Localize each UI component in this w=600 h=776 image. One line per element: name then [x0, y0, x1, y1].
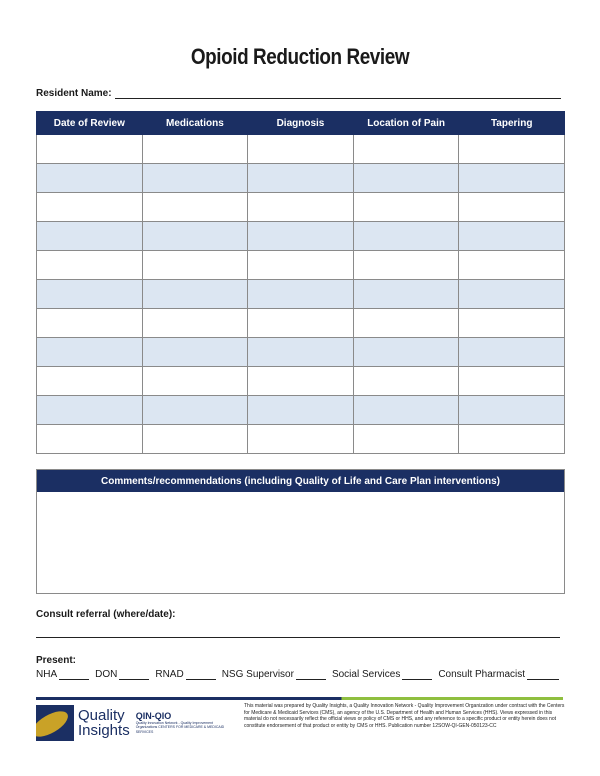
cell-tapering[interactable]: [459, 396, 565, 425]
present-nsg-supervisor-blank[interactable]: [296, 669, 326, 680]
cell-diagnosis[interactable]: [248, 135, 354, 164]
cell-tapering[interactable]: [459, 193, 565, 222]
cell-diagnosis[interactable]: [248, 309, 354, 338]
review-table-header: [37, 112, 565, 135]
cell-medications[interactable]: [142, 280, 248, 309]
col-tapering: Tapering: [459, 112, 565, 135]
cell-date-of-review[interactable]: [37, 193, 143, 222]
cell-date-of-review[interactable]: [37, 309, 143, 338]
cell-date-of-review[interactable]: [37, 280, 143, 309]
cell-tapering[interactable]: [459, 280, 565, 309]
table-row: [37, 251, 565, 280]
present-nha: [36, 669, 89, 680]
cell-tapering[interactable]: [459, 309, 565, 338]
present-don: [95, 669, 149, 680]
cell-diagnosis[interactable]: [248, 367, 354, 396]
comments-header: Comments/recommendations (including Quality of Life and Care Plan interventions): [37, 470, 564, 492]
cell-diagnosis[interactable]: [248, 280, 354, 309]
footer-divider: [36, 697, 563, 700]
cell-medications[interactable]: [142, 251, 248, 280]
cell-tapering[interactable]: [459, 164, 565, 193]
cell-date-of-review[interactable]: [37, 222, 143, 251]
cell-location-of-pain[interactable]: [353, 425, 459, 454]
review-table-body: [37, 135, 565, 454]
qio-mark: QIN-QIO: [135, 710, 172, 721]
present-nha-blank[interactable]: [59, 669, 89, 680]
cell-tapering[interactable]: [459, 425, 565, 454]
cell-tapering[interactable]: [459, 222, 565, 251]
cell-diagnosis[interactable]: [248, 193, 354, 222]
present-consult-pharmacist-label: Consult Pharmacist: [438, 669, 526, 680]
cell-medications[interactable]: [142, 338, 248, 367]
table-row: [37, 135, 565, 164]
cell-medications[interactable]: [142, 396, 248, 425]
cell-tapering[interactable]: [459, 251, 565, 280]
cell-location-of-pain[interactable]: [353, 193, 459, 222]
consult-referral-field[interactable]: [36, 637, 560, 638]
table-row: [37, 309, 565, 338]
present-consult-pharmacist-blank[interactable]: [527, 669, 559, 680]
consult-referral-label: Consult referral (where/date):: [36, 609, 176, 620]
table-row: [37, 367, 565, 396]
comments-field[interactable]: [37, 492, 564, 592]
present-nha-label: NHA: [36, 669, 58, 680]
cell-location-of-pain[interactable]: [353, 251, 459, 280]
cell-date-of-review[interactable]: [37, 164, 143, 193]
logo-line-quality: Quality: [78, 707, 125, 724]
qio-subtext: Quality Innovation Network - Quality Improvement Organizations CENTERS FOR MEDICARE & MEDICAID SERVICES: [135, 720, 225, 734]
present-don-label: DON: [95, 669, 118, 680]
table-row: [37, 425, 565, 454]
present-don-blank[interactable]: [119, 669, 149, 680]
cell-date-of-review[interactable]: [37, 425, 143, 454]
present-rnad-blank[interactable]: [186, 669, 216, 680]
present-nsg-supervisor-label: NSG Supervisor: [221, 669, 294, 680]
cell-diagnosis[interactable]: [248, 164, 354, 193]
table-row: [37, 396, 565, 425]
present-row: [36, 669, 566, 680]
present-nsg-supervisor: [222, 669, 326, 680]
cell-location-of-pain[interactable]: [353, 396, 459, 425]
review-table: [36, 111, 565, 454]
col-date-of-review: Date of Review: [37, 112, 143, 135]
cell-medications[interactable]: [142, 222, 248, 251]
present-label: Present:: [36, 655, 77, 666]
cell-tapering[interactable]: [459, 338, 565, 367]
cell-location-of-pain[interactable]: [353, 309, 459, 338]
table-row: [37, 280, 565, 309]
cell-medications[interactable]: [142, 164, 248, 193]
cell-date-of-review[interactable]: [37, 251, 143, 280]
cell-date-of-review[interactable]: [37, 338, 143, 367]
qio-logo: [136, 712, 226, 735]
table-row: [37, 193, 565, 222]
quality-insights-mark-icon: [36, 705, 74, 741]
present-rnad-label: RNAD: [155, 669, 184, 680]
cell-location-of-pain[interactable]: [353, 280, 459, 309]
cell-date-of-review[interactable]: [37, 135, 143, 164]
cell-location-of-pain[interactable]: [353, 367, 459, 396]
resident-name-field[interactable]: [115, 87, 561, 99]
cell-medications[interactable]: [142, 425, 248, 454]
present-social-services: [332, 669, 432, 680]
cell-diagnosis[interactable]: [248, 338, 354, 367]
cell-date-of-review[interactable]: [37, 367, 143, 396]
cell-location-of-pain[interactable]: [353, 222, 459, 251]
col-diagnosis: Diagnosis: [248, 112, 354, 135]
cell-medications[interactable]: [142, 309, 248, 338]
present-social-services-label: Social Services: [331, 669, 401, 680]
present-social-services-blank[interactable]: [402, 669, 432, 680]
cell-diagnosis[interactable]: [248, 222, 354, 251]
resident-name-label: Resident Name:: [36, 88, 112, 99]
logo-wordmark: [78, 708, 130, 738]
cell-diagnosis[interactable]: [248, 396, 354, 425]
cell-diagnosis[interactable]: [248, 251, 354, 280]
resident-name-row: [36, 85, 561, 99]
cell-location-of-pain[interactable]: [353, 135, 459, 164]
col-medications: Medications: [142, 112, 248, 135]
quality-insights-logo: [36, 705, 236, 741]
cell-tapering[interactable]: [459, 367, 565, 396]
present-rnad: [155, 669, 215, 680]
footer-disclaimer: This material was prepared by Quality Insights, a Quality Innovation Network - Quality Improvement Organization under contract with the Centers for Medicare & Medicaid Services (CMS), an agency of the U.S. Department of Health and Human Services (HHS). Views expressed in this material do not necessarily reflect the official views or policy of CMS or HHS, and any reference to a specific product or entity herein does not constitute endorsement of that product or entity by CMS or HHS. Publication number 12SOW-QI-GEN-050123-CC: [244, 703, 565, 729]
present-consult-pharmacist: [438, 669, 559, 680]
cell-medications[interactable]: [142, 193, 248, 222]
cell-location-of-pain[interactable]: [353, 164, 459, 193]
comments-box: [36, 469, 565, 594]
cell-tapering[interactable]: [459, 135, 565, 164]
cell-medications[interactable]: [142, 367, 248, 396]
table-row: [37, 222, 565, 251]
col-location-of-pain: Location of Pain: [353, 112, 459, 135]
cell-date-of-review[interactable]: [37, 396, 143, 425]
logo-line-insights: Insights: [78, 722, 130, 739]
table-row: [37, 164, 565, 193]
cell-medications[interactable]: [142, 135, 248, 164]
table-row: [37, 338, 565, 367]
cell-location-of-pain[interactable]: [353, 338, 459, 367]
page-title: Opioid Reduction Review: [190, 44, 410, 69]
cell-diagnosis[interactable]: [248, 425, 354, 454]
